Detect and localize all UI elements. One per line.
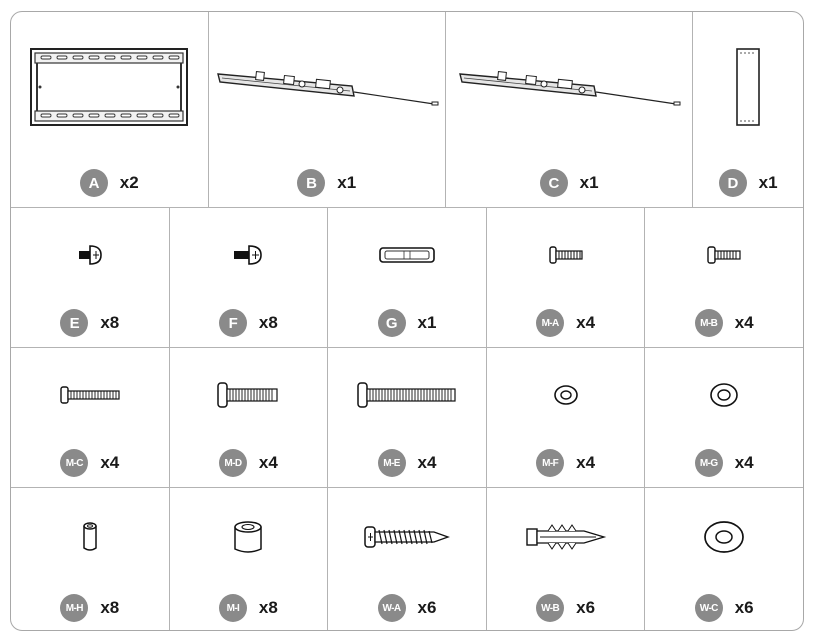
part-cell-f — [170, 208, 329, 348]
part-cell-d — [693, 12, 803, 208]
part-badge: M-A — [536, 309, 564, 337]
part-cell-w-c — [645, 488, 803, 631]
part-badge: C — [540, 169, 568, 197]
spacer-plate-icon — [731, 45, 765, 129]
part-badge: M-G — [695, 449, 723, 477]
part-cell-m-g — [645, 348, 803, 488]
part-quantity: x8 — [100, 313, 120, 332]
part-badge: M-E — [378, 449, 406, 477]
part-badge: W-B — [536, 594, 564, 622]
part-quantity: x4 — [734, 313, 754, 332]
part-badge: M-H — [60, 594, 88, 622]
screw-icon — [704, 244, 744, 266]
long-screw-icon — [215, 380, 281, 410]
spacer-icon — [230, 519, 266, 555]
washer-icon — [552, 383, 580, 407]
part-cell-e — [11, 208, 170, 348]
part-quantity: x6 — [734, 598, 754, 617]
parts-row-3 — [11, 348, 803, 488]
part-cell-g — [328, 208, 487, 348]
parts-row-2 — [11, 208, 803, 348]
part-badge: A — [80, 169, 108, 197]
part-badge: M-B — [695, 309, 723, 337]
part-badge: G — [378, 309, 406, 337]
large-washer-icon — [702, 518, 746, 556]
bubble-level-icon — [377, 244, 437, 266]
part-cell-m-h — [11, 488, 170, 631]
part-quantity: x4 — [417, 453, 437, 472]
arm-bracket-icon — [454, 52, 684, 122]
part-quantity: x8 — [100, 598, 120, 617]
part-quantity: x1 — [417, 313, 437, 332]
part-quantity: x6 — [417, 598, 437, 617]
short-bolt-icon — [231, 243, 265, 267]
part-cell-m-b — [645, 208, 803, 348]
washer-icon — [708, 381, 740, 409]
part-quantity: x6 — [576, 598, 596, 617]
part-cell-m-i — [170, 488, 329, 631]
wall-anchor-icon — [524, 522, 608, 552]
part-badge: M-D — [219, 449, 247, 477]
wall-plate-icon — [27, 45, 191, 129]
short-bolt-icon — [75, 243, 105, 267]
part-quantity: x4 — [734, 453, 754, 472]
part-cell-b — [209, 12, 446, 208]
parts-row-4 — [11, 488, 803, 631]
part-cell-m-a — [487, 208, 646, 348]
part-badge: E — [60, 309, 88, 337]
arm-bracket-icon — [212, 52, 442, 122]
part-badge: W-A — [378, 594, 406, 622]
part-quantity: x8 — [258, 598, 278, 617]
part-quantity: x4 — [576, 453, 596, 472]
part-badge: D — [719, 169, 747, 197]
part-quantity: x1 — [758, 173, 778, 192]
long-screw-icon — [355, 380, 459, 410]
part-cell-a — [11, 12, 209, 208]
part-quantity: x4 — [100, 453, 120, 472]
part-badge: B — [297, 169, 325, 197]
part-cell-w-a — [328, 488, 487, 631]
part-quantity: x8 — [258, 313, 278, 332]
part-quantity: x4 — [576, 313, 596, 332]
part-badge: M-C — [60, 449, 88, 477]
spacer-icon — [80, 520, 100, 554]
part-quantity: x4 — [258, 453, 278, 472]
parts-sheet — [10, 11, 804, 631]
lag-bolt-icon — [362, 524, 452, 550]
part-cell-w-b — [487, 488, 646, 631]
screw-icon — [546, 244, 586, 266]
part-badge: M-I — [219, 594, 247, 622]
part-cell-m-c — [11, 348, 170, 488]
part-cell-m-f — [487, 348, 646, 488]
part-badge: M-F — [536, 449, 564, 477]
part-cell-m-e — [328, 348, 487, 488]
part-quantity: x2 — [119, 173, 139, 192]
part-quantity: x1 — [579, 173, 599, 192]
part-cell-m-d — [170, 348, 329, 488]
part-cell-c — [446, 12, 693, 208]
part-badge: F — [219, 309, 247, 337]
part-quantity: x1 — [337, 173, 357, 192]
parts-row-1 — [11, 12, 803, 208]
part-badge: W-C — [695, 594, 723, 622]
long-screw-icon — [57, 384, 123, 406]
